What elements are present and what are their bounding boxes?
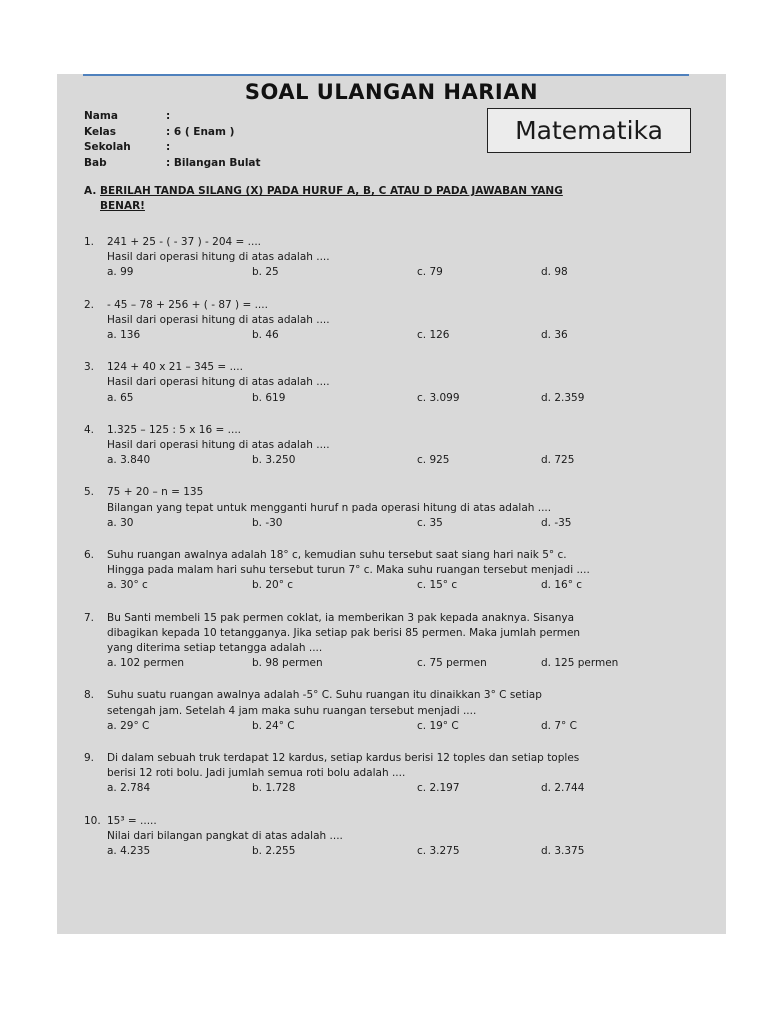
question-list	[84, 235, 694, 876]
question-item	[84, 611, 694, 672]
question-text	[107, 423, 694, 453]
answer-option-b[interactable]: b. 25	[252, 266, 279, 279]
answer-option-d[interactable]: d. 36	[541, 329, 568, 342]
question-item	[84, 688, 694, 734]
question-line: Bu Santi membeli 15 pak permen coklat, ia memberikan 3 pak kepada anaknya. Sisanya	[107, 611, 575, 624]
question-line: - 45 – 78 + 256 + ( - 87 ) = ....	[107, 298, 268, 311]
answer-options	[107, 391, 694, 406]
answer-option-a[interactable]: a. 3.840	[107, 454, 151, 467]
question-item	[84, 751, 694, 797]
answer-option-c[interactable]: c. 15° c	[417, 579, 458, 592]
answer-option-b[interactable]: b. 1.728	[252, 782, 296, 795]
question-line: Nilai dari bilangan pangkat di atas adalah ....	[107, 829, 343, 842]
answer-option-a[interactable]: a. 99	[107, 266, 134, 279]
question-text	[107, 814, 694, 844]
question-text	[107, 360, 694, 390]
answer-options	[107, 719, 694, 734]
question-item	[84, 485, 694, 531]
question-item	[84, 298, 694, 344]
question-line: Suhu ruangan awalnya adalah 18° c, kemudian suhu tersebut saat siang hari naik 5° c.	[107, 549, 567, 562]
question-text	[107, 548, 694, 578]
answer-options	[107, 328, 694, 343]
answer-option-d[interactable]: d. 125 permen	[541, 657, 619, 670]
question-line: Di dalam sebuah truk terdapat 12 kardus, setiap kardus berisi 12 toples dan setiap toples	[107, 752, 580, 765]
question-number: 6.	[84, 549, 95, 562]
question-text	[107, 688, 694, 718]
answer-option-c[interactable]: c. 19° C	[417, 719, 459, 732]
question-text	[107, 298, 694, 328]
instruction-line-1: BERILAH TANDA SILANG (X) PADA HURUF A, B, C ATAU D PADA JAWABAN YANG	[100, 185, 563, 197]
answer-option-d[interactable]: d. 98	[541, 266, 568, 279]
info-label: Nama	[84, 110, 118, 122]
question-number: 5.	[84, 486, 95, 499]
question-line: Hasil dari operasi hitung di atas adalah ....	[107, 313, 330, 326]
answer-option-c[interactable]: c. 75 permen	[417, 657, 487, 670]
question-line: yang diterima setiap tetangga adalah ....	[107, 642, 323, 655]
question-number: 9.	[84, 752, 95, 765]
answer-options	[107, 578, 694, 593]
info-label: Sekolah	[84, 141, 131, 153]
answer-options	[107, 844, 694, 859]
answer-option-a[interactable]: a. 102 permen	[107, 657, 185, 670]
answer-option-c[interactable]: c. 79	[417, 266, 443, 279]
answer-option-b[interactable]: b. 24° C	[252, 719, 295, 732]
answer-option-b[interactable]: b. 619	[252, 391, 286, 404]
question-number: 8.	[84, 689, 95, 702]
answer-option-b[interactable]: b. 46	[252, 329, 279, 342]
question-item	[84, 235, 694, 281]
answer-option-d[interactable]: d. 2.359	[541, 391, 585, 404]
answer-option-c[interactable]: c. 925	[417, 454, 450, 467]
question-line: Hasil dari operasi hitung di atas adalah ....	[107, 439, 330, 452]
answer-option-c[interactable]: c. 3.099	[417, 391, 460, 404]
question-number: 10.	[84, 814, 101, 827]
answer-option-d[interactable]: d. 2.744	[541, 782, 585, 795]
info-value: :	[166, 141, 171, 153]
question-line: Hasil dari operasi hitung di atas adalah ....	[107, 251, 330, 264]
answer-option-a[interactable]: a. 30° c	[107, 579, 148, 592]
question-number: 2.	[84, 298, 95, 311]
answer-option-a[interactable]: a. 4.235	[107, 845, 151, 858]
question-text	[107, 485, 694, 515]
question-number: 3.	[84, 361, 95, 374]
answer-option-b[interactable]: b. 20° c	[252, 579, 294, 592]
question-line: 124 + 40 x 21 – 345 = ....	[107, 361, 243, 374]
question-number: 4.	[84, 423, 95, 436]
student-info	[84, 109, 261, 171]
answer-option-c[interactable]: c. 3.275	[417, 845, 460, 858]
info-label: Bab	[84, 156, 107, 169]
question-line: dibagikan kepada 10 tetangganya. Jika setiap pak berisi 85 permen. Maka jumlah permen	[107, 626, 581, 639]
answer-option-d[interactable]: d. 7° C	[541, 719, 577, 732]
answer-options	[107, 453, 694, 468]
info-value: : Bilangan Bulat	[166, 156, 261, 169]
question-item	[84, 814, 694, 860]
info-value: :	[166, 110, 171, 122]
question-line: 15³ = .....	[107, 814, 157, 827]
answer-option-d[interactable]: d. 725	[541, 454, 575, 467]
answer-options	[107, 265, 694, 280]
answer-option-b[interactable]: b. -30	[252, 516, 283, 529]
question-text	[107, 611, 694, 657]
answer-option-d[interactable]: d. -35	[541, 516, 572, 529]
question-number: 7.	[84, 611, 95, 624]
question-line: 1.325 – 125 : 5 x 16 = ....	[107, 423, 241, 436]
instruction	[84, 184, 694, 214]
answer-options	[107, 656, 694, 671]
question-line: setengah jam. Setelah 4 jam maka suhu ruangan tersebut menjadi ....	[107, 704, 477, 717]
worksheet-page	[57, 74, 726, 934]
answer-options	[107, 781, 694, 796]
answer-option-a[interactable]: a. 65	[107, 391, 134, 404]
answer-option-c[interactable]: c. 35	[417, 516, 443, 529]
subject-box: Matematika	[487, 108, 691, 153]
answer-option-b[interactable]: b. 98 permen	[252, 657, 323, 670]
answer-option-b[interactable]: b. 2.255	[252, 845, 296, 858]
question-item	[84, 548, 694, 594]
info-row	[84, 140, 261, 156]
answer-option-a[interactable]: a. 2.784	[107, 782, 151, 795]
answer-option-a[interactable]: a. 30	[107, 516, 134, 529]
question-line: Hasil dari operasi hitung di atas adalah ....	[107, 376, 330, 389]
instruction-line-2: BENAR!	[100, 200, 145, 212]
question-item	[84, 423, 694, 469]
question-text	[107, 751, 694, 781]
answer-option-c[interactable]: c. 2.197	[417, 782, 460, 795]
answer-option-c[interactable]: c. 126	[417, 329, 450, 342]
top-rule	[83, 74, 689, 76]
instruction-prefix: A.	[84, 185, 97, 197]
question-item	[84, 360, 694, 406]
question-line: Suhu suatu ruangan awalnya adalah -5° C. Suhu ruangan itu dinaikkan 3° C setiap	[107, 689, 542, 702]
question-text	[107, 235, 694, 265]
page-title: SOAL ULANGAN HARIAN	[244, 80, 539, 104]
answer-option-a[interactable]: a. 29° C	[107, 719, 150, 732]
question-line: 241 + 25 - ( - 37 ) - 204 = ....	[107, 236, 262, 248]
answer-options	[107, 516, 694, 531]
question-number: 1.	[84, 236, 95, 248]
question-line: Hingga pada malam hari suhu tersebut turun 7° c. Maka suhu ruangan tersebut menjadi ....	[107, 564, 590, 577]
info-row	[84, 109, 261, 125]
info-row	[84, 156, 261, 172]
info-label: Kelas	[84, 125, 117, 138]
question-line: Bilangan yang tepat untuk mengganti huruf n pada operasi hitung di atas adalah ....	[107, 501, 552, 514]
answer-option-d[interactable]: d. 3.375	[541, 845, 585, 858]
question-line: 75 + 20 – n = 135	[107, 486, 204, 499]
question-line: berisi 12 roti bolu. Jadi jumlah semua roti bolu adalah ....	[107, 767, 406, 780]
info-value: : 6 ( Enam )	[166, 125, 235, 138]
info-row	[84, 125, 261, 141]
answer-option-d[interactable]: d. 16° c	[541, 579, 583, 592]
answer-option-a[interactable]: a. 136	[107, 329, 141, 342]
answer-option-b[interactable]: b. 3.250	[252, 454, 296, 467]
